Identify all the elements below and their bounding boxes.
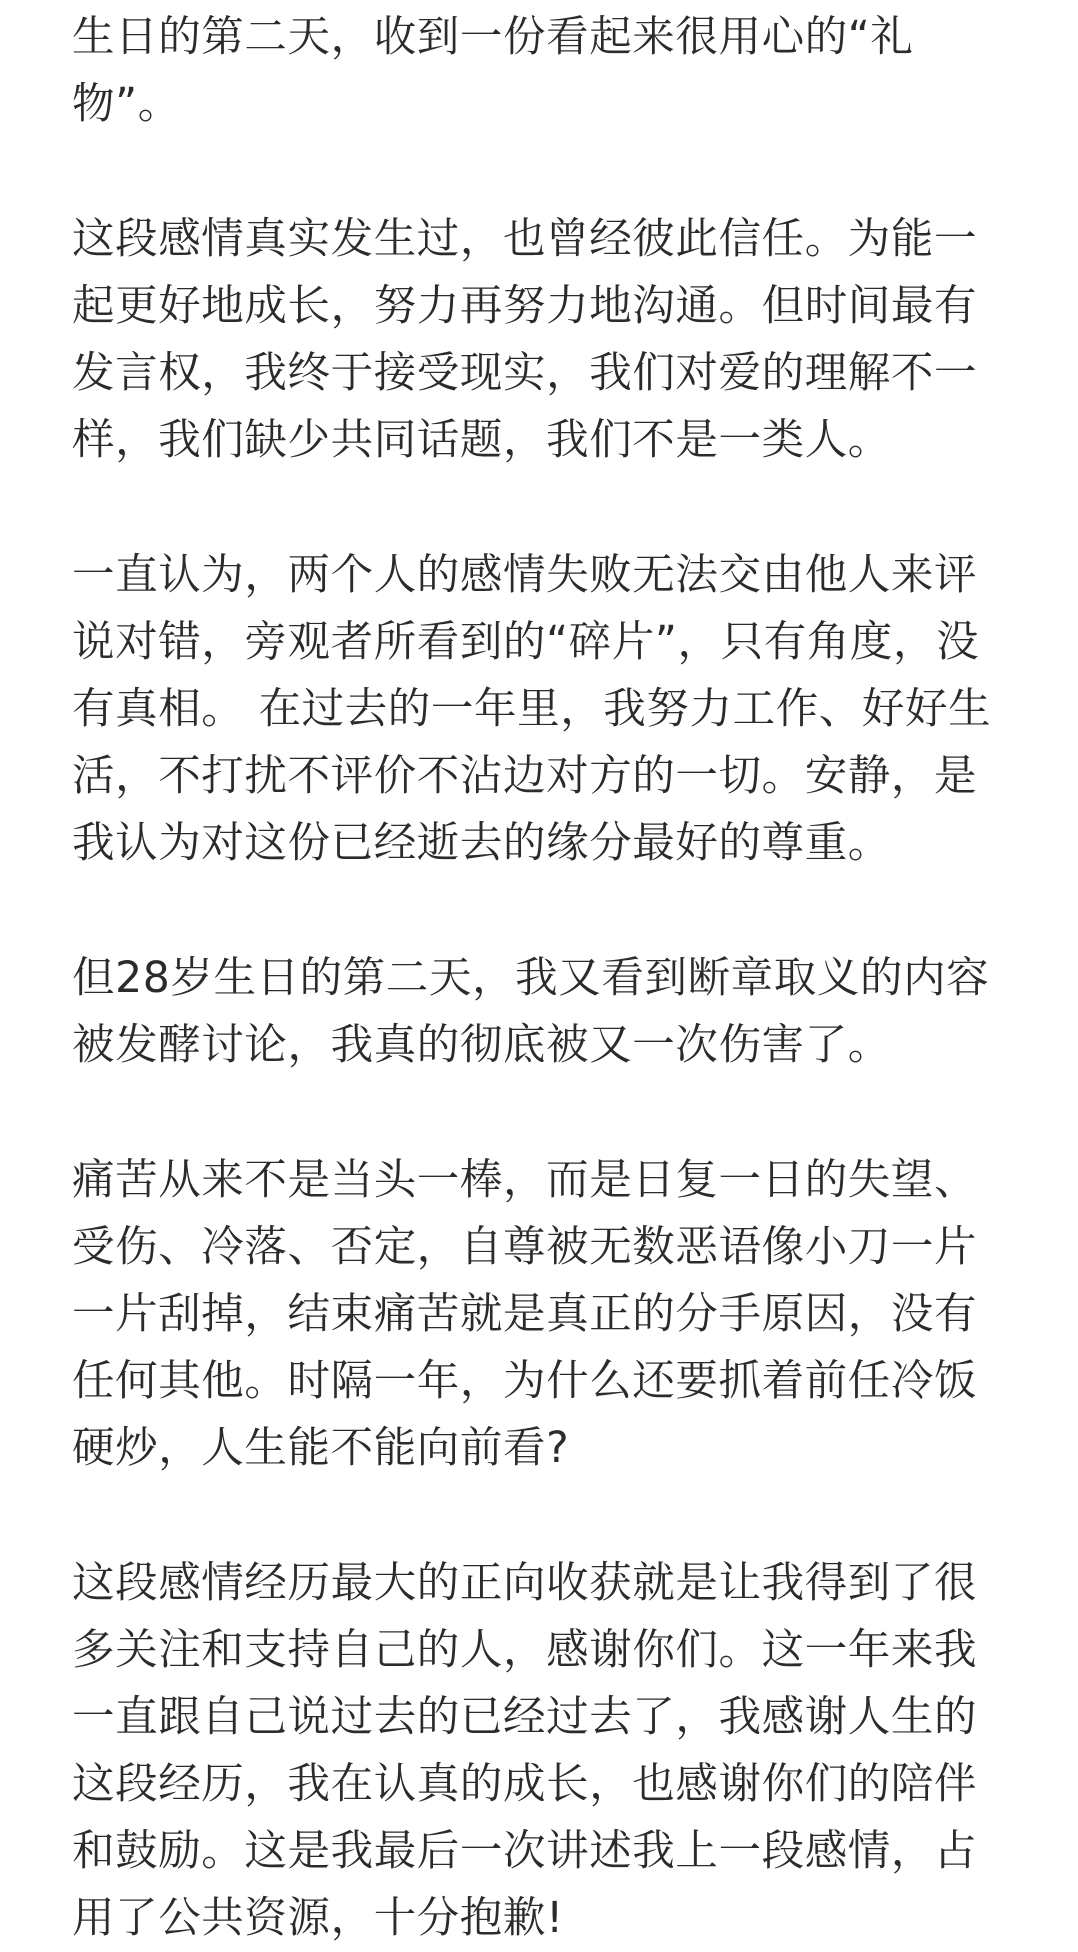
paragraph-1 <box>72 4 988 138</box>
text-line: 一直跟自己说过去的已经过去了，我感谢人生的 <box>72 1693 978 1742</box>
text-line: 起更好地成长，努力再努力地沟通。但时间最有 <box>72 282 978 331</box>
text-line: 我认为对这份已经逝去的缘分最好的尊重。 <box>72 819 891 868</box>
text-line: 物”。 <box>72 80 181 129</box>
text-line: 受伤、冷落、否定，自尊被无数恶语像小刀一片 <box>72 1223 978 1272</box>
text-line: 多关注和支持自己的人，感谢你们。这一年来我 <box>72 1626 978 1675</box>
text-line: 发言权，我终于接受现实，我们对爱的理解不一 <box>72 349 978 398</box>
paragraph-3 <box>72 542 992 877</box>
paragraph-2 <box>72 206 988 474</box>
text-line: 被发酵讨论，我真的彻底被又一次伤害了。 <box>72 1021 891 1070</box>
text-line: 样，我们缺少共同话题，我们不是一类人。 <box>72 416 891 465</box>
text-line: 痛苦从来不是当头一棒，而是日复一日的失望、 <box>72 1156 978 1205</box>
text-line: 生日的第二天，收到一份看起来很用心的“礼 <box>72 13 914 62</box>
text-line: 和鼓励。这是我最后一次讲述我上一段感情，占 <box>72 1827 978 1876</box>
text-line: 任何其他。时隔一年，为什么还要抓着前任冷饭 <box>72 1357 978 1406</box>
paragraph-5 <box>72 1147 988 1482</box>
text-line: 一片刮掉，结束痛苦就是真正的分手原因，没有 <box>72 1290 978 1339</box>
text-line: 但28岁生日的第二天，我又看到断章取义的内容 <box>72 954 990 1003</box>
text-line: 用了公共资源，十分抱歉! <box>72 1894 564 1943</box>
text-line: 硬炒，人生能不能向前看? <box>72 1424 570 1473</box>
text-line: 这段经历，我在认真的成长，也感谢你们的陪伴 <box>72 1760 978 1809</box>
text-line: 活，不打扰不评价不沾边对方的一切。安静，是 <box>72 752 978 801</box>
text-line: 一直认为，两个人的感情失败无法交由他人来评 <box>72 551 978 600</box>
paragraph-4 <box>72 945 988 1079</box>
text-line: 有真相。 在过去的一年里，我努力工作、好好生 <box>72 685 992 734</box>
text-line: 这段感情经历最大的正向收获就是让我得到了很 <box>72 1559 978 1608</box>
paragraph-6 <box>72 1550 988 1952</box>
text-line: 说对错，旁观者所看到的“碎片”，只有角度，没 <box>72 618 980 667</box>
text-line: 这段感情真实发生过，也曾经彼此信任。为能一 <box>72 215 978 264</box>
